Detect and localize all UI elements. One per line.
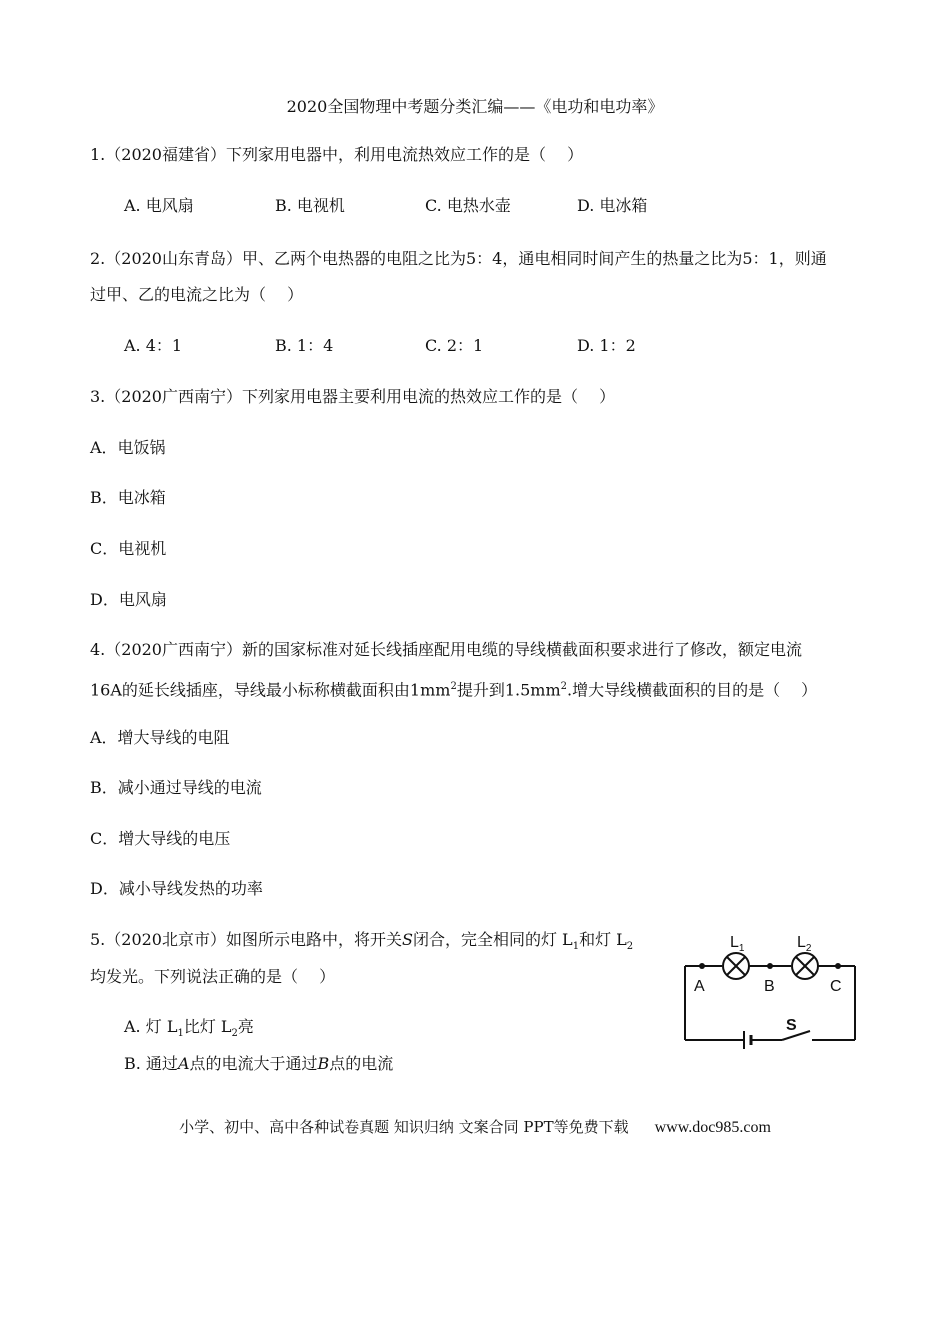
q5-stem-part-a: 5.（2020北京市）如图所示电路中，将开关 [90,930,402,949]
q4-sup-1: 2 [450,681,457,692]
q5-sub-1: 1 [572,941,580,953]
circuit-diagram [678,928,864,1050]
footer-url[interactable]: www.doc985.com [654,1119,771,1136]
q4-line2-part-a: 16A的延长线插座，导线最小标称横截面积由1mm [90,680,451,700]
question-3-stem: 3.（2020广西南宁）下列家用电器主要利用电流的热效应工作的是（ ） [90,387,616,406]
question-2-stem-line1: 2.（2020山东青岛）甲、乙两个电热器的电阻之比为5：4，通电相同时间产生的热量之比为5：1，则通 [90,249,827,268]
question-1-stem: 1.（2020福建省）下列家用电器中，利用电流热效应工作的是（ ） [90,145,584,164]
question-2-stem-line2: 过甲、乙的电流之比为（ ） [90,285,304,304]
question-5-stem-line1 [90,927,660,960]
label-s: S [786,1017,797,1034]
q4-line2-part-c: .增大导线横截面积的目的是（ ） [567,680,818,700]
question-5-option-b [124,1052,393,1076]
q4-line2-part-b: 提升到1.5mm [456,680,561,700]
q5-optb-part-b: 点的电流大于通过 [189,1054,318,1073]
question-4-option-c: C．增大导线的电压 [90,829,231,848]
q5-opta-part-c: 亮 [237,1017,254,1036]
q4-sup-2: 2 [560,681,567,692]
question-4-option-a: A．增大导线的电阻 [90,728,230,747]
question-1-option-c: C. 电热水壶 [425,196,511,215]
document-title: 2020全国物理中考题分类汇编——《电功和电功率》 [286,97,664,116]
question-5-stem-line2: 均发光。下列说法正确的是（ ） [90,967,336,986]
q5-opta-sub-1: 1 [177,1028,184,1040]
question-3-option-d: D．电风扇 [90,590,167,609]
footer-text: 小学、初中、高中各种试卷真题 知识归纳 文案合同 PPT等免费下载 [179,1118,629,1136]
question-5-option-a [124,1015,254,1046]
label-l1: $L_1$ [730,934,745,954]
question-3-option-b: B．电冰箱 [90,488,166,507]
question-2-option-c: C. 2：1 [425,336,484,355]
node-b-dot [767,963,773,969]
label-a: A [694,978,705,995]
question-4-option-d: D．减小导线发热的功率 [90,879,263,898]
question-4-option-b: B．减小通过导线的电流 [90,778,262,797]
question-1-option-a: A. 电风扇 [124,196,194,215]
q5-opta-part-b: 比灯 L [183,1017,232,1036]
question-1-option-b: B. 电视机 [275,196,345,215]
question-3-option-a: A．电饭锅 [90,438,166,457]
q5-opta-sub-2: 2 [231,1028,238,1040]
q5-optb-part-a: B. 通过 [124,1054,178,1073]
node-a-dot [699,963,705,969]
q5-optb-part-c: 点的电流 [329,1054,394,1073]
question-2-option-d: D. 1：2 [577,336,636,355]
page-footer [0,1116,950,1137]
label-l2: $L_2$ [797,934,812,954]
q5-stem-part-c: 和灯 L [579,930,627,949]
question-2-option-b: B. 1：4 [275,336,334,355]
question-4-stem-line2 [90,674,860,703]
node-c-dot [835,963,841,969]
q5-optb-point-b: B [317,1054,330,1073]
question-2-option-a: A. 4：1 [124,336,183,355]
q5-opta-part-a: A. 灯 L [124,1017,178,1036]
q5-stem-switch-s: S [402,930,413,949]
label-c: C [830,978,842,995]
q5-sub-2: 2 [626,941,634,953]
question-4-stem-line1: 4.（2020广西南宁）新的国家标准对延长线插座配用电缆的导线横截面积要求进行了修改，额定电流 [90,640,802,659]
question-3-option-c: C．电视机 [90,539,167,558]
label-b: B [764,978,775,995]
question-1-option-d: D. 电冰箱 [577,196,648,215]
q5-optb-point-a: A [177,1054,190,1073]
q5-stem-part-b: 闭合，完全相同的灯 L [412,930,573,949]
